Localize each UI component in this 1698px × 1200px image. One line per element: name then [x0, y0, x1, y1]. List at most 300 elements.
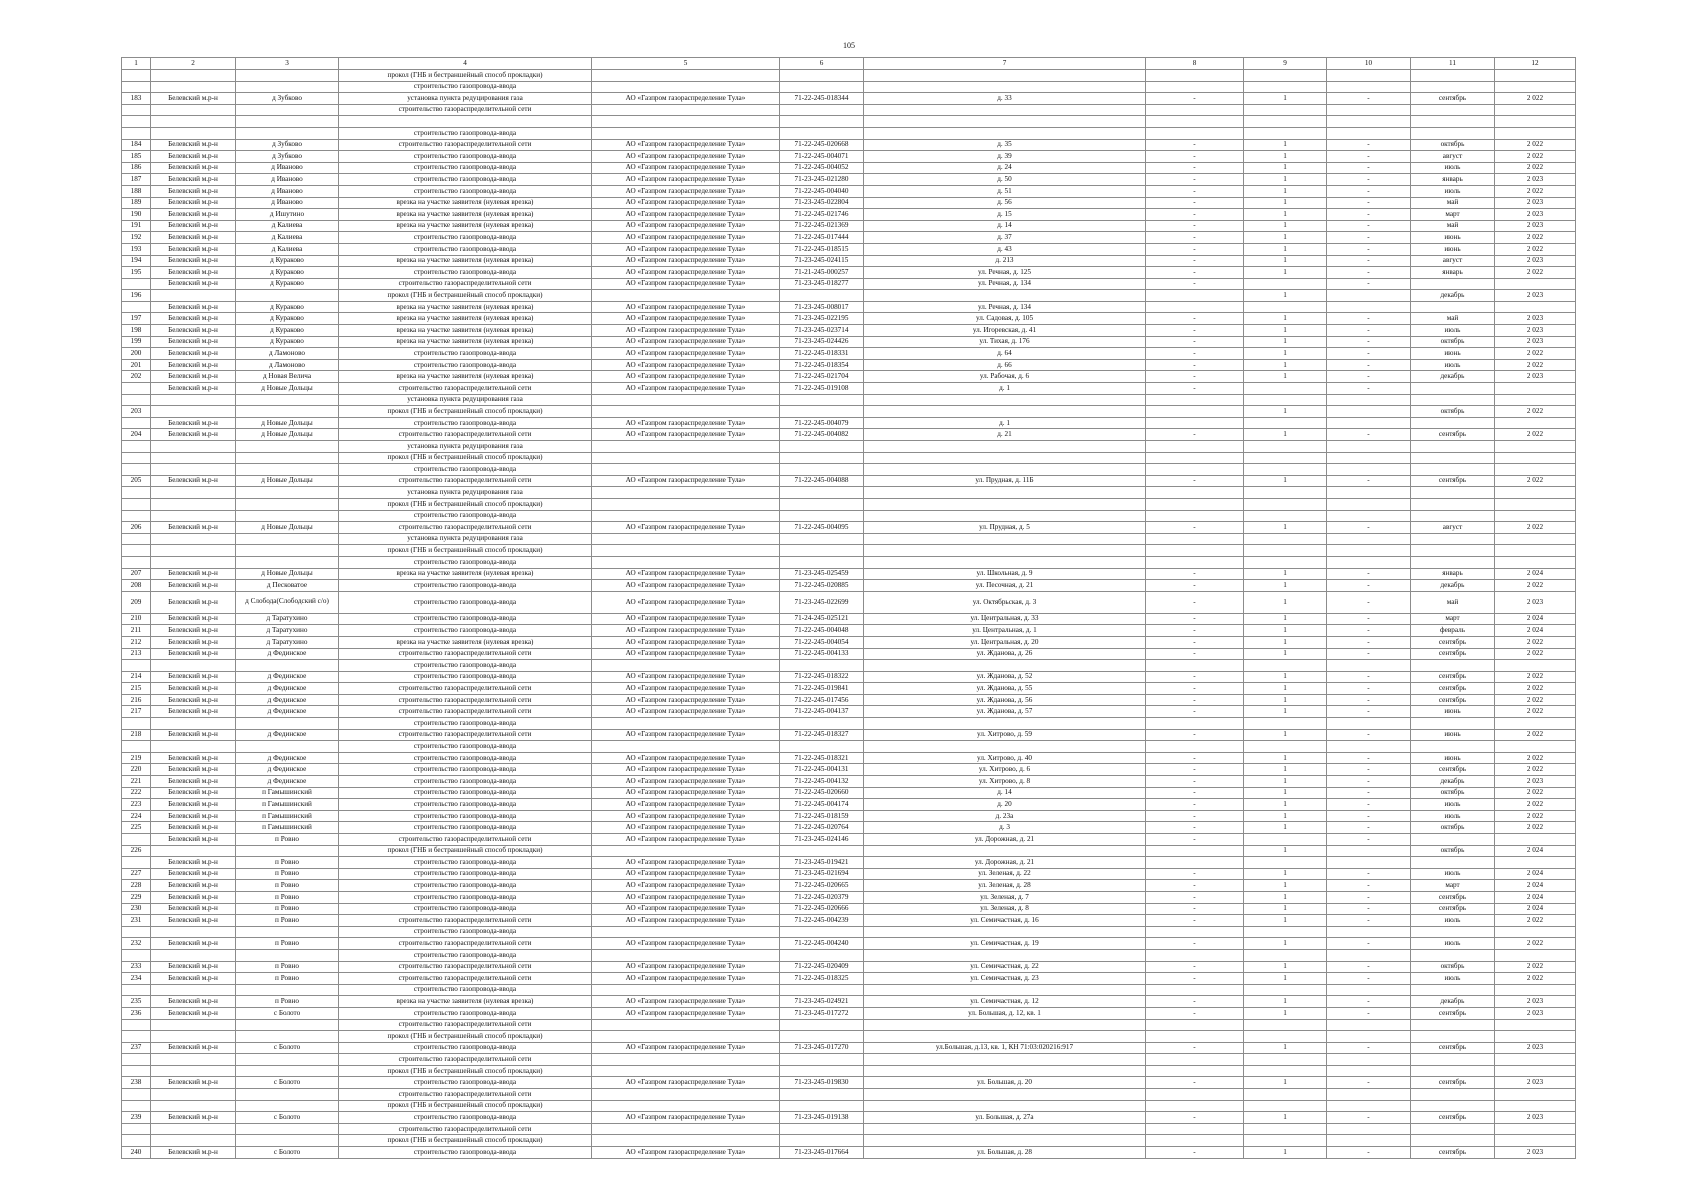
row-number-cell: 185 [122, 151, 151, 163]
organization-cell: АО «Газпром газораспределение Тула» [592, 220, 780, 232]
row-number-cell: 214 [122, 671, 151, 683]
address-cell: д. 15 [864, 209, 1146, 221]
col8-cell: - [1146, 752, 1244, 764]
work-type-cell: прокол (ГНБ и бестраншейный способ прокладки) [339, 1135, 592, 1147]
col8-cell: - [1146, 694, 1244, 706]
table-row [122, 996, 1576, 1008]
row-number-cell [122, 926, 151, 938]
row-number-cell [122, 301, 151, 313]
col10-cell: - [1327, 232, 1411, 244]
contract-number-cell: 71-23-245-022804 [780, 197, 864, 209]
col10-cell: - [1327, 197, 1411, 209]
organization-cell: АО «Газпром газораспределение Тула» [592, 636, 780, 648]
month-cell [1411, 545, 1495, 557]
contract-number-cell: 71-22-245-020379 [780, 891, 864, 903]
col10-cell: - [1327, 475, 1411, 487]
row-number-cell: 218 [122, 729, 151, 741]
col8-cell: - [1146, 371, 1244, 383]
work-type-cell: прокол (ГНБ и бестраншейный способ прокладки) [339, 452, 592, 464]
row-number-cell: 202 [122, 371, 151, 383]
organization-cell: АО «Газпром газораспределение Тула» [592, 706, 780, 718]
work-type-cell: прокол (ГНБ и бестраншейный способ прокладки) [339, 70, 592, 82]
column-header: 3 [236, 58, 339, 70]
col10-cell: - [1327, 220, 1411, 232]
contract-number-cell [780, 406, 864, 418]
contract-number-cell [780, 845, 864, 857]
address-cell: ул. Центральная, д. 1 [864, 625, 1146, 637]
address-cell: д. 1 [864, 383, 1146, 395]
work-type-cell: строительство газопровода-ввода [339, 880, 592, 892]
settlement-cell [236, 1123, 339, 1135]
district-cell: Белевский м.р-н [151, 625, 236, 637]
year-cell: 2 024 [1495, 568, 1576, 580]
address-cell [864, 1019, 1146, 1031]
organization-cell: АО «Газпром газораспределение Тула» [592, 868, 780, 880]
row-number-cell: 225 [122, 822, 151, 834]
year-cell: 2 023 [1495, 1077, 1576, 1089]
organization-cell: АО «Газпром газораспределение Тула» [592, 325, 780, 337]
table-row [122, 93, 1576, 105]
year-cell [1495, 487, 1576, 499]
table-row [122, 845, 1576, 857]
work-type-cell: строительство газораспределительной сети [339, 915, 592, 927]
table-row [122, 1054, 1576, 1066]
organization-cell [592, 926, 780, 938]
work-type-cell: строительство газопровода-ввода [339, 127, 592, 139]
col10-cell [1327, 660, 1411, 672]
quantity-cell: 1 [1244, 880, 1327, 892]
settlement-cell: д Новые Дольцы [236, 475, 339, 487]
col10-cell: - [1327, 325, 1411, 337]
row-number-cell: 210 [122, 613, 151, 625]
month-cell: декабрь [1411, 996, 1495, 1008]
col8-cell [1146, 533, 1244, 545]
contract-number-cell: 71-23-245-018277 [780, 278, 864, 290]
col10-cell [1327, 441, 1411, 453]
month-cell: сентябрь [1411, 764, 1495, 776]
table-row [122, 857, 1576, 869]
month-cell [1411, 417, 1495, 429]
settlement-cell [236, 394, 339, 406]
contract-number-cell: 71-22-245-004133 [780, 648, 864, 660]
work-type-cell: строительство газопровода-ввода [339, 243, 592, 255]
month-cell: декабрь [1411, 371, 1495, 383]
table-row [122, 671, 1576, 683]
district-cell: Белевский м.р-н [151, 475, 236, 487]
col8-cell: - [1146, 255, 1244, 267]
col10-cell [1327, 127, 1411, 139]
month-cell [1411, 127, 1495, 139]
organization-cell: АО «Газпром газораспределение Тула» [592, 752, 780, 764]
year-cell [1495, 104, 1576, 116]
month-cell [1411, 1054, 1495, 1066]
quantity-cell: 1 [1244, 1077, 1327, 1089]
address-cell: ул. Семичастная, д. 23 [864, 973, 1146, 985]
work-type-cell: строительство газораспределительной сети [339, 729, 592, 741]
month-cell [1411, 452, 1495, 464]
year-cell: 2 022 [1495, 636, 1576, 648]
organization-cell: АО «Газпром газораспределение Тула» [592, 787, 780, 799]
address-cell [864, 949, 1146, 961]
district-cell: Белевский м.р-н [151, 151, 236, 163]
settlement-cell: д Кураково [236, 313, 339, 325]
work-type-cell: строительство газораспределительной сети [339, 475, 592, 487]
row-number-cell: 212 [122, 636, 151, 648]
row-number-cell: 215 [122, 683, 151, 695]
quantity-cell: 1 [1244, 1112, 1327, 1124]
district-cell: Белевский м.р-н [151, 729, 236, 741]
col10-cell: - [1327, 961, 1411, 973]
col10-cell: - [1327, 371, 1411, 383]
row-number-cell [122, 1019, 151, 1031]
quantity-cell: 1 [1244, 255, 1327, 267]
settlement-cell [236, 70, 339, 82]
organization-cell [592, 1135, 780, 1147]
address-cell: ул. Школьная, д. 9 [864, 568, 1146, 580]
district-cell: Белевский м.р-н [151, 267, 236, 279]
work-type-cell: строительство газораспределительной сети [339, 683, 592, 695]
month-cell: август [1411, 255, 1495, 267]
address-cell [864, 104, 1146, 116]
month-cell: январь [1411, 568, 1495, 580]
table-row [122, 290, 1576, 302]
district-cell [151, 949, 236, 961]
year-cell: 2 022 [1495, 93, 1576, 105]
organization-cell [592, 70, 780, 82]
organization-cell: АО «Газпром газораспределение Тула» [592, 93, 780, 105]
address-cell: ул. Зеленая, д. 8 [864, 903, 1146, 915]
quantity-cell: 1 [1244, 613, 1327, 625]
organization-cell [592, 441, 780, 453]
settlement-cell [236, 949, 339, 961]
contract-number-cell [780, 127, 864, 139]
row-number-cell: 234 [122, 973, 151, 985]
contract-number-cell: 71-23-245-019138 [780, 1112, 864, 1124]
month-cell: сентябрь [1411, 636, 1495, 648]
contract-number-cell [780, 290, 864, 302]
col10-cell: - [1327, 764, 1411, 776]
settlement-cell: с Болото [236, 1112, 339, 1124]
month-cell: декабрь [1411, 290, 1495, 302]
col10-cell: - [1327, 880, 1411, 892]
table-row [122, 255, 1576, 267]
col8-cell: - [1146, 475, 1244, 487]
table-row [122, 1147, 1576, 1159]
work-type-cell: врезка на участке заявителя (нулевая врезка) [339, 255, 592, 267]
quantity-cell [1244, 834, 1327, 846]
contract-number-cell: 71-23-245-017664 [780, 1147, 864, 1159]
month-cell [1411, 660, 1495, 672]
col8-cell: - [1146, 683, 1244, 695]
year-cell [1495, 926, 1576, 938]
settlement-cell: д Калиева [236, 220, 339, 232]
organization-cell [592, 1054, 780, 1066]
month-cell: октябрь [1411, 822, 1495, 834]
table-row [122, 973, 1576, 985]
year-cell [1495, 1054, 1576, 1066]
year-cell: 2 022 [1495, 671, 1576, 683]
table-row [122, 127, 1576, 139]
col8-cell [1146, 498, 1244, 510]
year-cell [1495, 984, 1576, 996]
row-number-cell [122, 278, 151, 290]
contract-number-cell [780, 1054, 864, 1066]
work-type-cell: строительство газопровода-ввода [339, 185, 592, 197]
column-header: 9 [1244, 58, 1327, 70]
work-type-cell: строительство газопровода-ввода [339, 671, 592, 683]
quantity-cell: 1 [1244, 729, 1327, 741]
address-cell: ул. Речная, д. 125 [864, 267, 1146, 279]
contract-number-cell: 71-22-245-018515 [780, 243, 864, 255]
contract-number-cell: 71-22-245-021704 [780, 371, 864, 383]
work-type-cell: врезка на участке заявителя (нулевая врезка) [339, 325, 592, 337]
col10-cell [1327, 1019, 1411, 1031]
year-cell [1495, 510, 1576, 522]
district-cell [151, 1054, 236, 1066]
address-cell: д. 39 [864, 151, 1146, 163]
year-cell: 2 022 [1495, 348, 1576, 360]
quantity-cell: 1 [1244, 903, 1327, 915]
contract-number-cell [780, 1031, 864, 1043]
address-cell: ул.Большая, д.13, кв. 1, КН 71:03:020216:917 [864, 1042, 1146, 1054]
address-cell [864, 545, 1146, 557]
row-number-cell [122, 545, 151, 557]
settlement-cell [236, 1089, 339, 1101]
col10-cell [1327, 718, 1411, 730]
row-number-cell: 219 [122, 752, 151, 764]
organization-cell: АО «Газпром газораспределение Тула» [592, 429, 780, 441]
month-cell: октябрь [1411, 406, 1495, 418]
contract-number-cell [780, 104, 864, 116]
table-row [122, 174, 1576, 186]
district-cell: Белевский м.р-н [151, 313, 236, 325]
row-number-cell: 216 [122, 694, 151, 706]
quantity-cell [1244, 1019, 1327, 1031]
table-row [122, 718, 1576, 730]
address-cell: ул. Семичастная, д. 16 [864, 915, 1146, 927]
quantity-cell: 1 [1244, 371, 1327, 383]
col8-cell: - [1146, 1147, 1244, 1159]
year-cell: 2 023 [1495, 209, 1576, 221]
district-cell: Белевский м.р-н [151, 1007, 236, 1019]
month-cell: июнь [1411, 752, 1495, 764]
organization-cell: АО «Газпром газораспределение Тула» [592, 336, 780, 348]
year-cell [1495, 441, 1576, 453]
col10-cell: - [1327, 336, 1411, 348]
col8-cell [1146, 741, 1244, 753]
contract-number-cell: 71-22-245-021369 [780, 220, 864, 232]
work-type-cell: строительство газопровода-ввода [339, 359, 592, 371]
quantity-cell: 1 [1244, 139, 1327, 151]
year-cell: 2 022 [1495, 683, 1576, 695]
contract-number-cell: 71-22-245-020764 [780, 822, 864, 834]
col10-cell [1327, 545, 1411, 557]
col8-cell: - [1146, 903, 1244, 915]
work-type-cell: прокол (ГНБ и бестраншейный способ прокладки) [339, 290, 592, 302]
table-row [122, 139, 1576, 151]
table-row [122, 545, 1576, 557]
table-row [122, 625, 1576, 637]
column-header: 8 [1146, 58, 1244, 70]
table-row [122, 636, 1576, 648]
settlement-cell: д Новые Дольцы [236, 522, 339, 534]
col8-cell [1146, 116, 1244, 128]
contract-number-cell [780, 441, 864, 453]
settlement-cell [236, 545, 339, 557]
settlement-cell: д Фединское [236, 752, 339, 764]
col8-cell: - [1146, 383, 1244, 395]
contract-number-cell: 71-22-245-004052 [780, 162, 864, 174]
district-cell: Белевский м.р-н [151, 787, 236, 799]
contract-number-cell [780, 949, 864, 961]
month-cell [1411, 926, 1495, 938]
col10-cell [1327, 498, 1411, 510]
col8-cell: - [1146, 764, 1244, 776]
table-row [122, 278, 1576, 290]
table-row [122, 336, 1576, 348]
district-cell: Белевский м.р-н [151, 197, 236, 209]
work-type-cell: строительство газопровода-ввода [339, 613, 592, 625]
work-type-cell: строительство газопровода-ввода [339, 591, 592, 613]
settlement-cell: д Кураково [236, 325, 339, 337]
col10-cell [1327, 104, 1411, 116]
col8-cell [1146, 441, 1244, 453]
contract-number-cell [780, 1065, 864, 1077]
address-cell: ул. Большая, д. 28 [864, 1147, 1146, 1159]
table-row [122, 394, 1576, 406]
quantity-cell [1244, 81, 1327, 93]
month-cell: июль [1411, 810, 1495, 822]
district-cell: Белевский м.р-н [151, 359, 236, 371]
organization-cell: АО «Газпром газораспределение Тула» [592, 938, 780, 950]
col8-cell [1146, 487, 1244, 499]
address-cell [864, 1031, 1146, 1043]
district-cell: Белевский м.р-н [151, 996, 236, 1008]
organization-cell: АО «Газпром газораспределение Тула» [592, 278, 780, 290]
address-cell [864, 1054, 1146, 1066]
quantity-cell: 1 [1244, 151, 1327, 163]
organization-cell: АО «Газпром газораспределение Тула» [592, 301, 780, 313]
row-number-cell: 187 [122, 174, 151, 186]
year-cell: 2 022 [1495, 359, 1576, 371]
month-cell: октябрь [1411, 139, 1495, 151]
quantity-cell: 1 [1244, 568, 1327, 580]
organization-cell: АО «Газпром газораспределение Тула» [592, 880, 780, 892]
month-cell [1411, 718, 1495, 730]
table-row [122, 417, 1576, 429]
settlement-cell [236, 498, 339, 510]
col10-cell: - [1327, 243, 1411, 255]
year-cell: 2 023 [1495, 313, 1576, 325]
district-cell [151, 1089, 236, 1101]
address-cell: д. 43 [864, 243, 1146, 255]
table-row [122, 464, 1576, 476]
organization-cell: АО «Газпром газораспределение Тула» [592, 694, 780, 706]
contract-number-cell [780, 81, 864, 93]
quantity-cell: 1 [1244, 683, 1327, 695]
district-cell [151, 394, 236, 406]
address-cell: ул. Большая, д. 12, кв. 1 [864, 1007, 1146, 1019]
address-cell: ул. Хитрово, д. 8 [864, 776, 1146, 788]
work-type-cell: строительство газопровода-ввода [339, 81, 592, 93]
organization-cell [592, 464, 780, 476]
settlement-cell: п Ровно [236, 834, 339, 846]
address-cell [864, 70, 1146, 82]
row-number-cell [122, 441, 151, 453]
year-cell [1495, 301, 1576, 313]
address-cell: ул. Прудная, д. 11Б [864, 475, 1146, 487]
organization-cell [592, 1031, 780, 1043]
col8-cell: - [1146, 162, 1244, 174]
quantity-cell: 1 [1244, 348, 1327, 360]
table-row [122, 359, 1576, 371]
settlement-cell [236, 104, 339, 116]
table-row [122, 1007, 1576, 1019]
col10-cell: - [1327, 776, 1411, 788]
district-cell: Белевский м.р-н [151, 301, 236, 313]
col8-cell: - [1146, 938, 1244, 950]
address-cell [864, 845, 1146, 857]
row-number-cell [122, 127, 151, 139]
settlement-cell [236, 984, 339, 996]
district-cell: Белевский м.р-н [151, 336, 236, 348]
year-cell [1495, 70, 1576, 82]
row-number-cell: 201 [122, 359, 151, 371]
contract-number-cell [780, 1089, 864, 1101]
settlement-cell: д Новые Дольцы [236, 429, 339, 441]
work-type-cell: строительство газопровода-ввода [339, 752, 592, 764]
month-cell: июнь [1411, 706, 1495, 718]
organization-cell: АО «Газпром газораспределение Тула» [592, 359, 780, 371]
settlement-cell [236, 741, 339, 753]
settlement-cell [236, 487, 339, 499]
col8-cell: - [1146, 625, 1244, 637]
col8-cell: - [1146, 93, 1244, 105]
row-number-cell [122, 1065, 151, 1077]
district-cell: Белевский м.р-н [151, 383, 236, 395]
work-type-cell: строительство газопровода-ввода [339, 417, 592, 429]
settlement-cell [236, 1054, 339, 1066]
contract-number-cell: 71-22-245-018159 [780, 810, 864, 822]
quantity-cell: 1 [1244, 1147, 1327, 1159]
quantity-cell [1244, 441, 1327, 453]
organization-cell: АО «Газпром газораспределение Тула» [592, 522, 780, 534]
row-number-cell: 190 [122, 209, 151, 221]
table-row [122, 429, 1576, 441]
month-cell [1411, 301, 1495, 313]
address-cell: ул. Речная, д. 134 [864, 278, 1146, 290]
table-row [122, 116, 1576, 128]
work-type-cell: строительство газораспределительной сети [339, 706, 592, 718]
year-cell [1495, 949, 1576, 961]
contract-number-cell [780, 984, 864, 996]
settlement-cell [236, 127, 339, 139]
month-cell: октябрь [1411, 336, 1495, 348]
row-number-cell: 198 [122, 325, 151, 337]
row-number-cell [122, 417, 151, 429]
quantity-cell: 1 [1244, 648, 1327, 660]
month-cell: сентябрь [1411, 1042, 1495, 1054]
settlement-cell: п Ровно [236, 891, 339, 903]
row-number-cell [122, 1100, 151, 1112]
col10-cell: - [1327, 868, 1411, 880]
row-number-cell: 229 [122, 891, 151, 903]
col8-cell: - [1146, 580, 1244, 592]
col10-cell: - [1327, 429, 1411, 441]
address-cell [864, 290, 1146, 302]
settlement-cell: д Кураково [236, 255, 339, 267]
organization-cell: АО «Газпром газораспределение Тула» [592, 1077, 780, 1089]
